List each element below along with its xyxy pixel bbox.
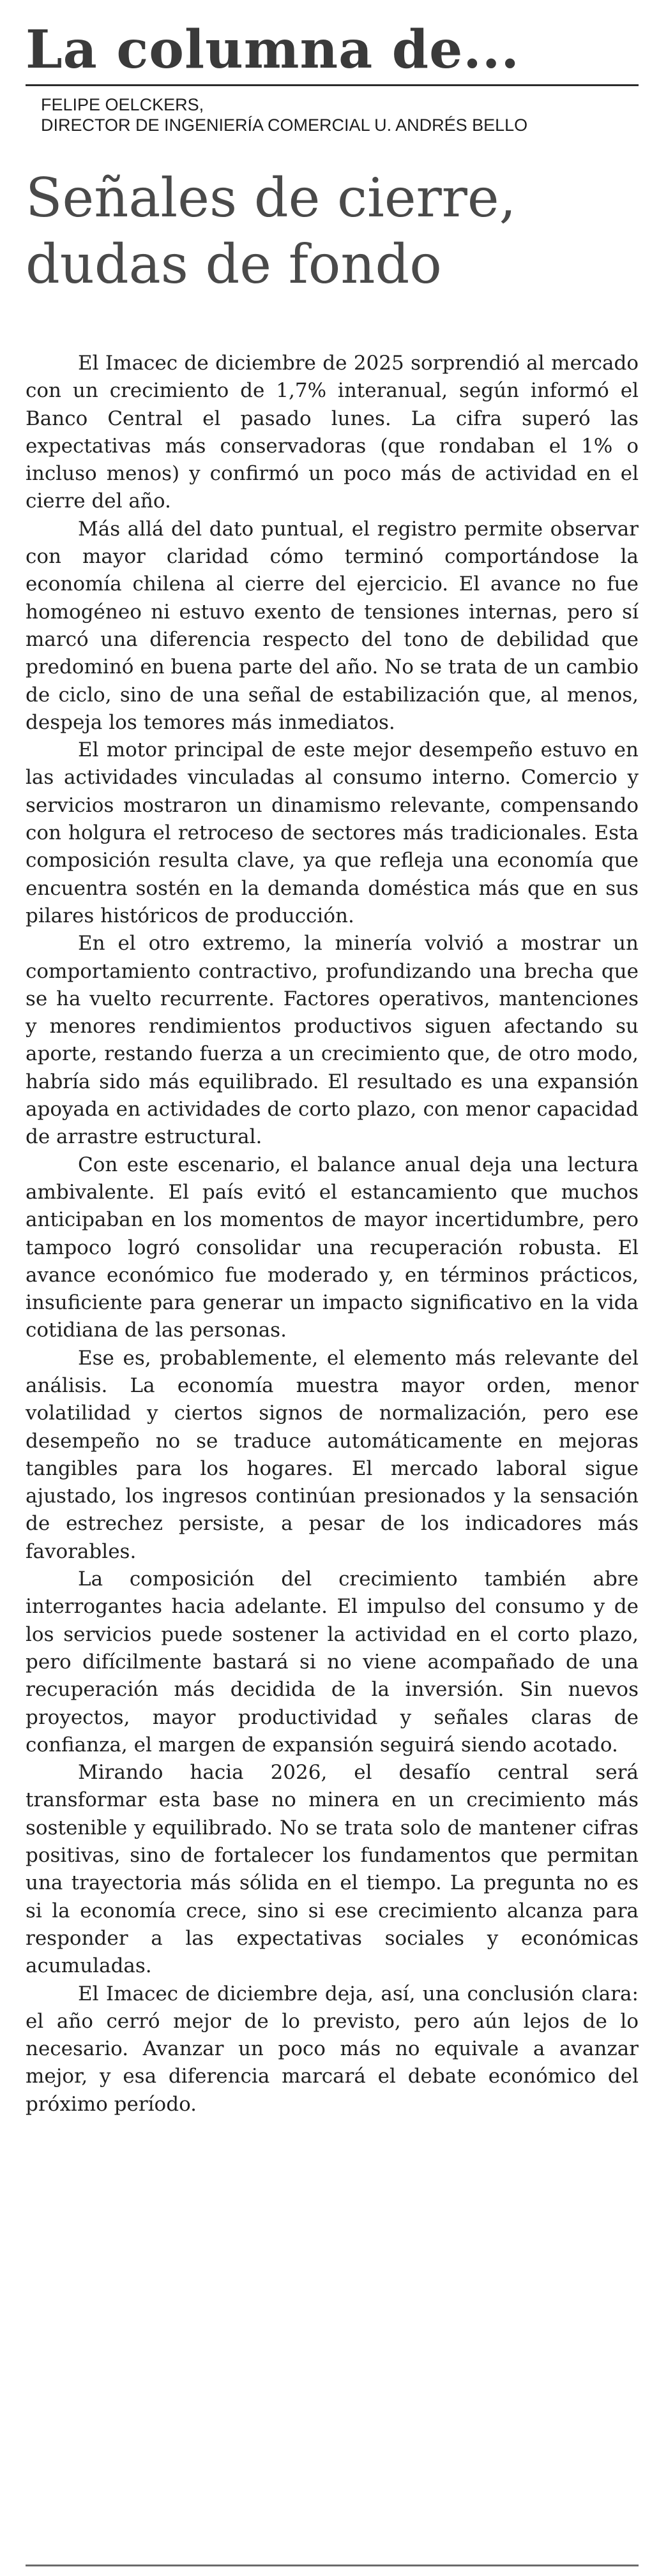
author-role: DIRECTOR DE INGENIERÍA COMERCIAL U. ANDRÉS BELLO: [41, 116, 528, 135]
headline-line-1: Señales de cierre,: [26, 167, 517, 229]
column-header: [26, 19, 639, 86]
paragraph: El Imacec de diciembre de 2025 sorprendió al mercado con un crecimiento de 1,7% interanual, según informó el Banco Central el pasado lunes. La cifra superó las expectativas más conservadoras (que rondaban el 1% o incluso menos) y confirmó un poco más de actividad en el cierre del año.: [26, 352, 639, 513]
paragraph: Ese es, probablemente, el elemento más relevante del análisis. La economía muestra mayor orden, menor volatilidad y ciertos signos de normalización, pero ese desempeño no se traduce automáticamente en mejoras tangibles para los hogares. El mercado laboral sigue ajustado, los ingresos continúan presionados y la sensación de estrechez persiste, a pesar de los indicadores más favorables.: [26, 1346, 639, 1563]
bottom-divider: [26, 2565, 639, 2566]
author-name: FELIPE OELCKERS,: [41, 95, 204, 114]
paragraph: El Imacec de diciembre deja, así, una conclusión clara: el año cerró mejor de lo previsto, pero aún lejos de lo necesario. Avanzar un poco más no equivale a avanzar mejor, y esa diferencia marcará el debate económico del próximo período.: [26, 1982, 639, 2116]
header-divider: [26, 84, 639, 86]
paragraph: Mirando hacia 2026, el desafío central será transformar esta base no minera en un crecimiento más sostenible y equilibrado. No se trata solo de mantener cifras positivas, sino de fortalecer los fundamentos que permitan una trayectoria más sólida en el tiempo. La pregunta no es si la economía crece, sino si ese crecimiento alcanza para responder a las expectativas sociales y económicas acumuladas.: [26, 1761, 639, 1978]
article-body: [26, 350, 639, 2118]
author-byline: [41, 94, 641, 135]
paragraph: En el otro extremo, la minería volvió a mostrar un comportamiento contractivo, profundizando una brecha que se ha vuelto recurrente. Factores operativos, mantenciones y menores rendimientos productivos siguen afectando su aporte, restando fuerza a un crecimiento que, de otro modo, habría sido más equilibrado. El resultado es una expansión apoyada en actividades de corto plazo, con menor capacidad de arrastre estructural.: [26, 932, 639, 1149]
headline-line-2: dudas de fondo: [26, 233, 442, 296]
section-title: La columna de...: [26, 19, 520, 80]
paragraph: La composición del crecimiento también abre interrogantes hacia adelante. El impulso del consumo y de los servicios puede sostener la actividad en el corto plazo, pero difícilmente bastará si no viene acompañado de una recuperación más decidida de la inversión. Sin nuevos proyectos, mayor productividad y señales claras de confianza, el margen de expansión seguirá siendo acotado.: [26, 1568, 639, 1756]
paragraph: Más allá del dato puntual, el registro permite observar con mayor claridad cómo terminó comportándose la economía chilena al cierre del ejercicio. El avance no fue homogéneo ni estuvo exento de tensiones internas, pero sí marcó una diferencia respecto del tono de debilidad que predominó en buena parte del año. No se trata de un cambio de ciclo, sino de una señal de estabilización que, al menos, despeja los temores más inmediatos.: [26, 517, 639, 734]
article-headline: [26, 165, 639, 297]
paragraph: Con este escenario, el balance anual deja una lectura ambivalente. El país evitó el estancamiento que muchos anticipaban en los momentos de mayor incertidumbre, pero tampoco logró consolidar una recuperación robusta. El avance económico fue moderado y, en términos prácticos, insuficiente para generar un impacto significativo en la vida cotidiana de las personas.: [26, 1153, 639, 1342]
paragraph: El motor principal de este mejor desempeño estuvo en las actividades vinculadas al consumo interno. Comercio y servicios mostraron un dinamismo relevante, compensando con holgura el retroceso de sectores más tradicionales. Esta composición resulta clave, ya que refleja una economía que encuentra sostén en la demanda doméstica más que en sus pilares históricos de producción.: [26, 738, 639, 927]
